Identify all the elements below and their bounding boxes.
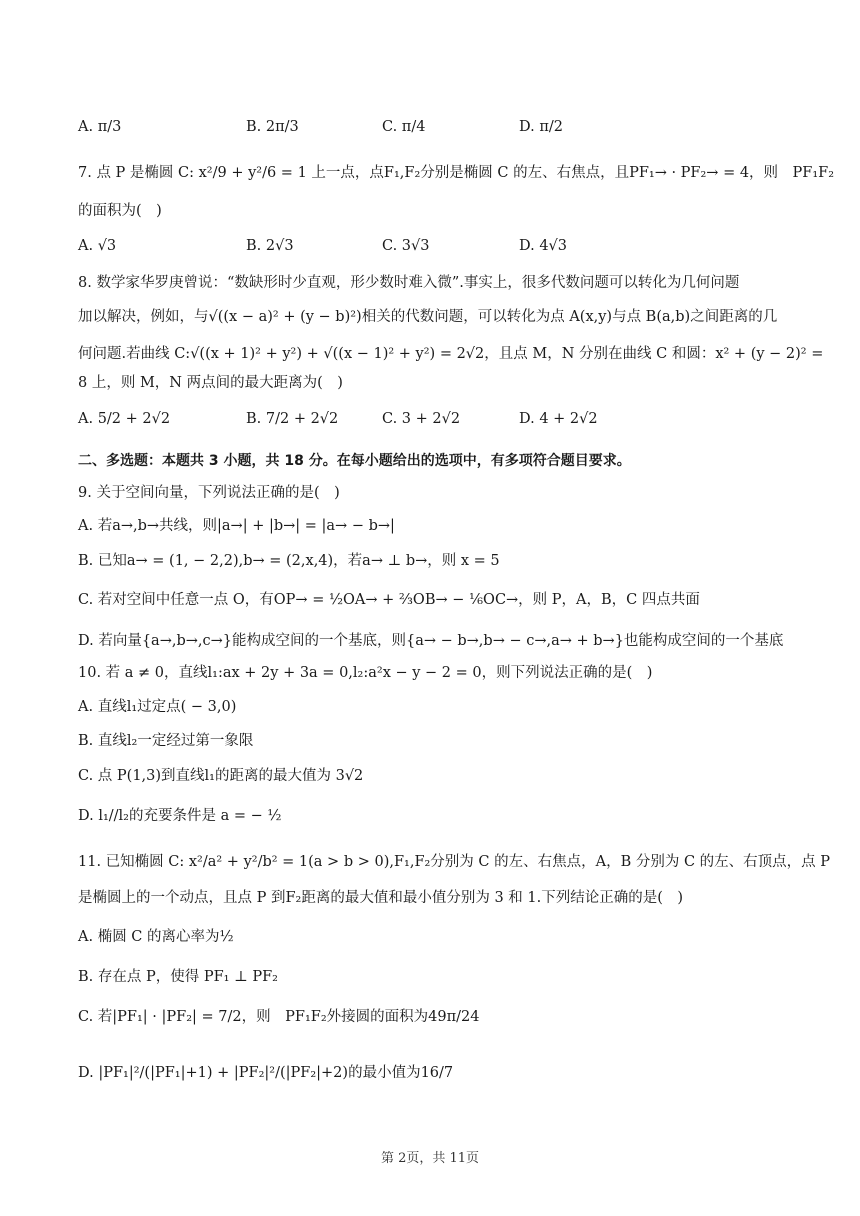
q7-stem-line2: 的面积为( ) <box>78 203 162 219</box>
q7-option-c: C. 3√3 <box>382 238 430 254</box>
q7-option-b: B. 2√3 <box>246 238 294 254</box>
q10-option-c: C. 点 P(1,3)到直线l₁的距离的最大值为 3√2 <box>78 768 364 784</box>
q7-stem-line1: 7. 点 P 是椭圆 C: x²/9 + y²/6 = 1 上一点，点F₁,F₂分别是椭圆 C 的左、右焦点，且PF₁→ · PF₂→ = 4，则 PF₁F₂ <box>78 165 835 181</box>
q8-line4: 8 上，则 M，N 两点间的最大距离为( ) <box>78 375 343 391</box>
q6-option-a: A. π/3 <box>78 119 122 135</box>
q9-option-b: B. 已知a→ = (1, − 2,2),b→ = (2,x,4)，若a→ ⊥ b→，则 x = 5 <box>78 553 500 569</box>
q8-option-c: C. 3 + 2√2 <box>382 411 461 427</box>
q6-option-d: D. π/2 <box>519 119 563 135</box>
q6-option-c: C. π/4 <box>382 119 426 135</box>
q11-option-b: B. 存在点 P，使得 PF₁ ⊥ PF₂ <box>78 969 278 985</box>
q11-option-a: A. 椭圆 C 的离心率为½ <box>78 929 234 945</box>
q8-option-a: A. 5/2 + 2√2 <box>78 411 171 427</box>
q8-option-d: D. 4 + 2√2 <box>519 411 598 427</box>
q9-option-c: C. 若对空间中任意一点 O，有OP→ = ½OA→ + ⅔OB→ − ⅙OC→，则 P，A，B，C 四点共面 <box>78 592 700 608</box>
section-title-multiple-choice: 二、多选题：本题共 3 小题，共 18 分。在每小题给出的选项中，有多项符合题目要求。 <box>78 453 631 469</box>
q10-option-a: A. 直线l₁过定点( − 3,0) <box>78 699 237 715</box>
q10-option-b: B. 直线l₂一定经过第一象限 <box>78 733 254 749</box>
q8-option-b: B. 7/2 + 2√2 <box>246 411 339 427</box>
q8-line1: 8. 数学家华罗庚曾说：“数缺形时少直观，形少数时难入微”.事实上，很多代数问题可以转化为几何问题 <box>78 275 740 291</box>
q10-option-d: D. l₁//l₂的充要条件是 a = − ½ <box>78 808 282 824</box>
q9-option-d: D. 若向量{a→,b→,c→}能构成空间的一个基底，则{a→ − b→,b→ − c→,a→ + b→}也能构成空间的一个基底 <box>78 633 784 649</box>
q11-option-c: C. 若|PF₁| · |PF₂| = 7/2，则 PF₁F₂外接圆的面积为49π/24 <box>78 1009 480 1025</box>
q6-option-b: B. 2π/3 <box>246 119 299 135</box>
q7-option-a: A. √3 <box>78 238 117 254</box>
q10-stem: 10. 若 a ≠ 0，直线l₁:ax + 2y + 3a = 0,l₂:a²x − y − 2 = 0，则下列说法正确的是( ) <box>78 665 653 681</box>
q7-option-d: D. 4√3 <box>519 238 568 254</box>
q11-option-d: D. |PF₁|²/(|PF₁|+1) + |PF₂|²/(|PF₂|+2)的最小值为16/7 <box>78 1065 454 1081</box>
page-footer: 第 2页，共 11页 <box>380 1151 480 1166</box>
q11-stem-line2: 是椭圆上的一个动点，且点 P 到F₂距离的最大值和最小值分别为 3 和 1.下列结论正确的是( ) <box>78 890 684 906</box>
q11-stem-line1: 11. 已知椭圆 C: x²/a² + y²/b² = 1(a > b > 0),F₁,F₂分别为 C 的左、右焦点，A，B 分别为 C 的左、右顶点，点 P <box>78 854 831 870</box>
q8-line3: 何问题.若曲线 C:√((x + 1)² + y²) + √((x − 1)² + y²) = 2√2，且点 M，N 分别在曲线 C 和圆：x² + (y − 2)² = <box>78 346 824 362</box>
q9-option-a: A. 若a→,b→共线，则|a→| + |b→| = |a→ − b→| <box>78 518 395 534</box>
q8-line2: 加以解决，例如，与√((x − a)² + (y − b)²)相关的代数问题，可以转化为点 A(x,y)与点 B(a,b)之间距离的几 <box>78 309 778 325</box>
q9-stem: 9. 关于空间向量，下列说法正确的是( ) <box>78 485 340 501</box>
